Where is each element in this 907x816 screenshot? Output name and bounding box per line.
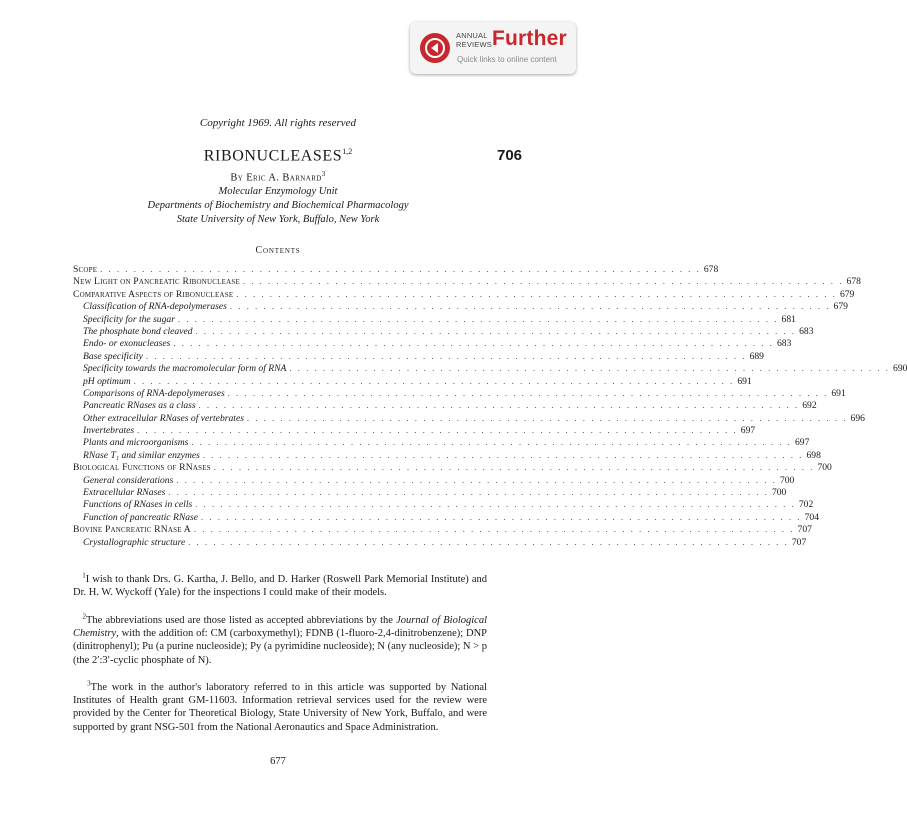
toc-entry-label: RNase T₁ and similar enzymes xyxy=(83,449,200,461)
toc-entry-label: Specificity for the sugar xyxy=(83,313,175,325)
toc-entry-page: 679 xyxy=(839,288,855,300)
toc-entry-page: 689 xyxy=(749,350,764,362)
toc-entry[interactable] xyxy=(73,363,907,375)
toc-entry-page: 698 xyxy=(806,449,821,461)
toc-entry[interactable] xyxy=(73,474,795,487)
toc-leader-dots: . . . . . . . . . . . . . . . . . . . . . . . . . . . . . . . . . . . . . . . . . . . . . . . . . . . . . . . . . . . . . . . . . . . . . . . . xyxy=(229,302,831,312)
toc-entry-page: 691 xyxy=(831,387,846,399)
toc-entry-page: 691 xyxy=(737,375,752,387)
toc-leader-dots: . . . . . . . . . . . . . . . . . . . . . . . . . . . . . . . . . . . . . . . . . . . . . . . . . . . . . . . . . . . . . . . . . . . . . . . . xyxy=(168,488,769,498)
toc-entry-page: 683 xyxy=(799,325,814,337)
page-number-top: 706 xyxy=(497,147,523,164)
toc-entry[interactable] xyxy=(73,400,817,412)
toc-entry-label: Invertebrates xyxy=(83,425,135,437)
toc-entry-label: pH optimum xyxy=(83,375,131,387)
toc-leader-dots: . . . . . . . . . . . . . . . . . . . . . . . . . . . . . . . . . . . . . . . . . . . . . . . . . . . . . . . . . . . . . . . . . . . . . . . . xyxy=(198,401,800,411)
toc-entry-page: 707 xyxy=(791,536,807,548)
toc-entry-page: 690 xyxy=(893,363,907,375)
toc-entry-label: New Light on Pancreatic Ribonuclease xyxy=(73,276,240,288)
toc-entry-label: General considerations xyxy=(83,474,174,486)
annual-reviews-label: ANNUAL REVIEWS xyxy=(456,31,492,49)
toc-leader-dots: . . . . . . . . . . . . . . . . . . . . . . . . . . . . . . . . . . . . . . . . . . . . . . . . . . . . . . . . . . . . . . . . . . . . . . . . xyxy=(195,500,796,510)
footnote-3: $^3$The work in the author's laboratory referred to in this article was supported by National Institutes of Health grant GM-11603. Information retrieval services used for the review were provided by the Center for Theoretical Biology, State University of New York, Buffalo, and were supported by grant NSG-501 from the National Aeronautics and Space Administration. xyxy=(73,679,487,733)
toc-entry-page: 697 xyxy=(740,425,756,437)
toc-leader-dots: . . . . . . . . . . . . . . . . . . . . . . . . . . . . . . . . . . . . . . . . . . . . . . . . . . . . . . . . . . . . . . . . . . . . . . . . xyxy=(289,364,891,374)
toc-entry[interactable] xyxy=(73,387,846,400)
toc-leader-dots: . . . . . . . . . . . . . . . . . . . . . . . . . . . . . . . . . . . . . . . . . . . . . . . . . . . . . . . . . . . . . . . . . . . . . . . . xyxy=(145,351,747,361)
toc-leader-dots: . . . . . . . . . . . . . . . . . . . . . . . . . . . . . . . . . . . . . . . . . . . . . . . . . . . . . . . . . . . . . . . . . . . . . . . . xyxy=(188,537,789,547)
toc-leader-dots: . . . . . . . . . . . . . . . . . . . . . . . . . . . . . . . . . . . . . . . . . . . . . . . . . . . . . . . . . . . . . . . . . . . . . . . . xyxy=(201,512,802,522)
toc-entry[interactable] xyxy=(73,511,820,524)
toc-entry[interactable] xyxy=(73,536,807,549)
toc-entry-page: 697 xyxy=(794,437,810,449)
page-number-bottom: 677 xyxy=(270,756,286,767)
toc-entry-label: Functions of RNases in cells xyxy=(83,499,193,511)
author-footnote-mark: 3 xyxy=(321,170,326,178)
toc-entry[interactable] xyxy=(73,524,812,536)
toc-entry-page: 681 xyxy=(781,313,796,325)
toc-leader-dots: . . . . . . . . . . . . . . . . . . . . . . . . . . . . . . . . . . . . . . . . . . . . . . . . . . . . . . . . . . . . . . . . . . . . . . . . xyxy=(173,339,774,349)
toc-entry[interactable] xyxy=(73,412,865,425)
toc-leader-dots: . . . . . . . . . . . . . . . . . . . . . . . . . . . . . . . . . . . . . . . . . . . . . . . . . . . . . . . . . . . . . . . . . . . . . . . . xyxy=(191,438,792,448)
toc-entry-label: Comparisons of RNA-depolymerases xyxy=(83,387,225,399)
toc-leader-dots: . . . . . . . . . . . . . . . . . . . . . . . . . . . . . . . . . . . . . . . . . . . . . . . . . . . . . . . . . . . . . . . . . . . . . . . . xyxy=(195,326,797,336)
toc-entry[interactable] xyxy=(73,499,814,511)
toc-entry-label: Function of pancreatic RNase xyxy=(83,511,199,523)
toc-entry[interactable] xyxy=(73,487,787,499)
further-label: Further xyxy=(492,27,567,50)
toc-entry-label: Scope xyxy=(73,264,98,275)
toc-entry-label: The phosphate bond cleaved xyxy=(83,325,193,337)
toc-leader-dots: . . . . . . . . . . . . . . . . . . . . . . . . . . . . . . . . . . . . . . . . . . . . . . . . . . . . . . . . . . . . . . . . . . . . . . . . xyxy=(193,525,795,535)
toc-entry-page: 683 xyxy=(777,338,792,350)
toc-entry-page: 702 xyxy=(798,499,814,511)
toc-entry[interactable] xyxy=(73,350,764,363)
affiliation-university: State University of New York, Buffalo, New York xyxy=(176,214,380,225)
toc-entry-page: 678 xyxy=(846,276,861,288)
toc-entry[interactable] xyxy=(73,276,861,288)
toc-entry-page: 679 xyxy=(833,301,848,313)
toc-entry-label: Crystallographic structure xyxy=(83,536,186,548)
further-logo-icon xyxy=(420,33,450,63)
toc-entry[interactable] xyxy=(73,301,848,313)
toc-entry-page: 707 xyxy=(797,524,812,536)
toc-entry[interactable] xyxy=(73,288,855,301)
toc-entry-page: 700 xyxy=(817,462,832,474)
toc-entry-label: Bovine Pancreatic RNase A xyxy=(73,524,191,536)
toc-entry[interactable] xyxy=(73,325,814,338)
author-line: By Eric A. Barnard$^3$ xyxy=(230,170,326,184)
toc-entry-page: 692 xyxy=(802,400,817,412)
toc-entry-label: Classification of RNA-depolymerases xyxy=(83,301,227,313)
copyright-notice: Copyright 1969. All rights reserved xyxy=(199,117,357,129)
toc-leader-dots: . . . . . . . . . . . . . . . . . . . . . . . . . . . . . . . . . . . . . . . . . . . . . . . . . . . . . . . . . . . . . . . . . . . . . . . . xyxy=(213,463,815,473)
toc-entry[interactable] xyxy=(73,313,796,326)
toc-leader-dots: . . . . . . . . . . . . . . . . . . . . . . . . . . . . . . . . . . . . . . . . . . . . . . . . . . . . . . . . . . . . . . . . . . . . . . . . xyxy=(202,450,804,460)
toc-leader-dots: . . . . . . . . . . . . . . . . . . . . . . . . . . . . . . . . . . . . . . . . . . . . . . . . . . . . . . . . . . . . . . . . . . . . . . . . xyxy=(236,289,837,299)
affiliation-unit: Molecular Enzymology Unit xyxy=(218,186,338,197)
further-badge[interactable] xyxy=(410,22,576,74)
toc-entry-label: Pancreatic RNases as a class xyxy=(83,400,196,412)
toc-leader-dots: . . . . . . . . . . . . . . . . . . . . . . . . . . . . . . . . . . . . . . . . . . . . . . . . . . . . . . . . . . . . . . . . . . . . . . . . xyxy=(176,475,777,485)
toc-entry-label: Endo- or exonucleases xyxy=(83,338,171,350)
toc-entry-page: 700 xyxy=(771,487,787,499)
further-tagline: Quick links to online content xyxy=(457,55,557,64)
toc-entry[interactable] xyxy=(73,462,832,474)
table-of-contents xyxy=(73,264,907,549)
toc-leader-dots: . . . . . . . . . . . . . . . . . . . . . . . . . . . . . . . . . . . . . . . . . . . . . . . . . . . . . . . . . . . . . . . . . . . . . . . . xyxy=(100,265,701,274)
toc-leader-dots: . . . . . . . . . . . . . . . . . . . . . . . . . . . . . . . . . . . . . . . . . . . . . . . . . . . . . . . . . . . . . . . . . . . . . . . . xyxy=(133,376,735,386)
toc-entry[interactable] xyxy=(73,425,756,437)
toc-entry-page: 678 xyxy=(703,264,719,275)
toc-entry-label: Plants and microorganisms xyxy=(83,437,189,449)
toc-entry-page: 700 xyxy=(779,474,795,486)
toc-entry-label: Extracellular RNases xyxy=(83,487,166,499)
toc-entry[interactable] xyxy=(73,264,719,276)
article-title: RIBONUCLEASES$^{1,2}$ xyxy=(203,147,353,165)
toc-leader-dots: . . . . . . . . . . . . . . . . . . . . . . . . . . . . . . . . . . . . . . . . . . . . . . . . . . . . . . . . . . . . . . . . . . . . . . . . xyxy=(177,314,779,324)
toc-leader-dots: . . . . . . . . . . . . . . . . . . . . . . . . . . . . . . . . . . . . . . . . . . . . . . . . . . . . . . . . . . . . . . . . . . . . . . . . xyxy=(227,388,829,398)
toc-entry[interactable] xyxy=(73,375,752,388)
toc-entry-label: Biological Functions of RNases xyxy=(73,462,211,474)
toc-entry-page: 696 xyxy=(850,412,865,424)
toc-leader-dots: . . . . . . . . . . . . . . . . . . . . . . . . . . . . . . . . . . . . . . . . . . . . . . . . . . . . . . . . . . . . . . . . . . . . . . . . xyxy=(242,277,844,287)
title-footnote-marks: 1,2 xyxy=(342,147,353,156)
toc-entry-label: Base specificity xyxy=(83,350,143,362)
journal-name: Journal of Biological Chemistry xyxy=(73,615,488,640)
toc-entry[interactable] xyxy=(73,437,810,449)
toc-leader-dots: . . . . . . . . . . . . . . . . . . . . . . . . . . . . . . . . . . . . . . . . . . . . . . . . . . . . . . . . . . . . . . . . . . . . . . . . xyxy=(137,426,738,436)
toc-leader-dots: . . . . . . . . . . . . . . . . . . . . . . . . . . . . . . . . . . . . . . . . . . . . . . . . . . . . . . . . . . . . . . . . . . . . . . . . xyxy=(246,413,848,423)
contents-heading: Contents xyxy=(255,245,301,256)
toc-entry[interactable] xyxy=(73,449,821,462)
footnote-2: $^2$The abbreviations used are those listed as accepted abbreviations by the Journal of Biological Chemistry, with the addition of: CM (carboxymethyl); FDNB (1-fluoro-2,4-dinitrobenzene); DNP (dinitrophenyl); Pu (a purine nucleoside); Py (a pyrimidine nucleoside); N (any nucleoside); N > p (the 2′:3′-cyclic phosphate of N). xyxy=(73,612,488,666)
toc-entry-label: Specificity towards the macromolecular form of RNA xyxy=(83,363,287,375)
toc-entry-page: 704 xyxy=(804,511,820,523)
affiliation-departments: Departments of Biochemistry and Biochemical Pharmacology xyxy=(147,200,409,211)
toc-entry-label: Other extracellular RNases of vertebrates xyxy=(83,412,244,424)
footnote-1: $^1$I wish to thank Drs. G. Kartha, J. Bello, and D. Harker (Roswell Park Memorial Institute) and Dr. H. W. Wyckoff (Yale) for the inspections I could make of their models. xyxy=(73,571,487,599)
toc-entry[interactable] xyxy=(73,338,792,350)
toc-entry-label: Comparative Aspects of Ribonuclease xyxy=(73,288,234,300)
